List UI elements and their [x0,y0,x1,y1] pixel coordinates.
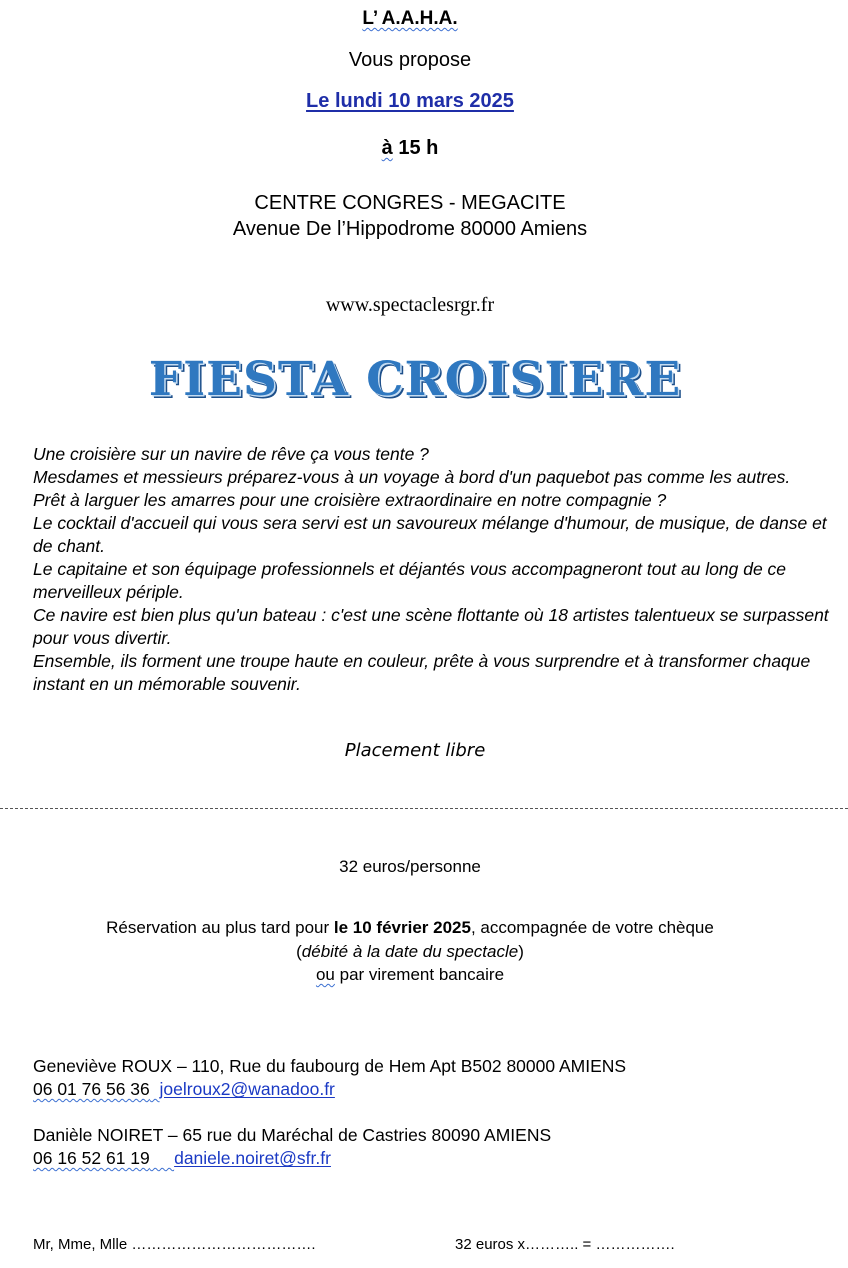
description-line: Le cocktail d'accueil qui vous sera servi est un savoureux mélange d'humour, de musique, de danse et de chant. [33,513,827,556]
website: www.spectaclesrgr.fr [325,294,495,316]
contact-phone-email [33,1147,551,1170]
seating-note: Placement libre [344,740,486,761]
form-price-field: 32 euros x……….. = ……………. [455,1236,675,1253]
description-line: Le capitaine et son équipage professionnels et déjantés vous accompagneront tout au long de ce merveilleux périple. [33,559,787,602]
event-date: Le lundi 10 mars 2025 [306,90,514,112]
contact-address: Geneviève ROUX – 110, Rue du faubourg de Hem Apt B502 80000 AMIENS [33,1056,627,1076]
venue-address: Avenue De l’Hippodrome 80000 Amiens [232,218,588,240]
description-line: Prêt à larguer les amarres pour une croisière extraordinaire en notre compagnie ? [33,490,667,510]
description-line: Mesdames et messieurs préparez-vous à un voyage à bord d'un paquebot pas comme les autres. [33,467,791,487]
show-title: FIESTA CROISIERE [148,352,682,407]
venue [0,190,820,242]
reservation-deadline: le 10 février 2025 [333,918,471,937]
price-per-person: 32 euros/personne [339,857,481,876]
organizer-name: L’ A.A.H.A. [362,8,458,29]
form-name-field: Mr, Mme, Mlle ………………………………. [33,1236,316,1253]
contact-roux [33,1055,626,1101]
description-line: Ensemble, ils forment une troupe haute en couleur, prête à vous surprendre et à transformer chaque instant en un mémorable souvenir. [33,651,811,694]
contact-email-link[interactable]: joelroux2@wanadoo.fr [159,1079,335,1099]
or-word: ou [315,965,335,984]
paren-close: ) [518,941,524,961]
contact-email-link[interactable]: daniele.noiret@sfr.fr [174,1148,331,1168]
contact-noiret [33,1124,551,1170]
show-description [33,443,833,696]
proposes-text: Vous propose [348,49,472,71]
cheque-note-line [0,940,820,964]
reservation-line [0,916,820,940]
cheque-note: débité à la date du spectacle [301,941,519,961]
transfer-text: par virement bancaire [334,965,505,984]
reservation-suffix: , accompagnée de votre chèque [470,918,714,937]
time-value: 15 h [398,137,439,159]
paren-open: ( [296,941,302,961]
cut-line-divider [0,808,848,809]
reservation-info [0,916,820,987]
event-time [0,137,820,160]
contact-phone-email [33,1078,626,1101]
description-line: Ce navire est bien plus qu'un bateau : c'est une scène flottante où 18 artistes talentueux se surpassent pour vous divertir. [33,605,829,648]
contact-address: Danièle NOIRET – 65 rue du Maréchal de Castries 80090 AMIENS [33,1125,552,1145]
contact-phone: 06 16 52 61 19 [33,1148,150,1168]
description-line: Une croisière sur un navire de rêve ça vous tente ? [33,444,429,464]
contact-phone: 06 01 76 56 36 [33,1079,150,1099]
transfer-line [0,963,820,987]
time-prefix: à [381,137,393,159]
venue-name: CENTRE CONGRES - MEGACITE [254,192,566,214]
reservation-prefix: Réservation au plus tard pour [106,918,334,937]
